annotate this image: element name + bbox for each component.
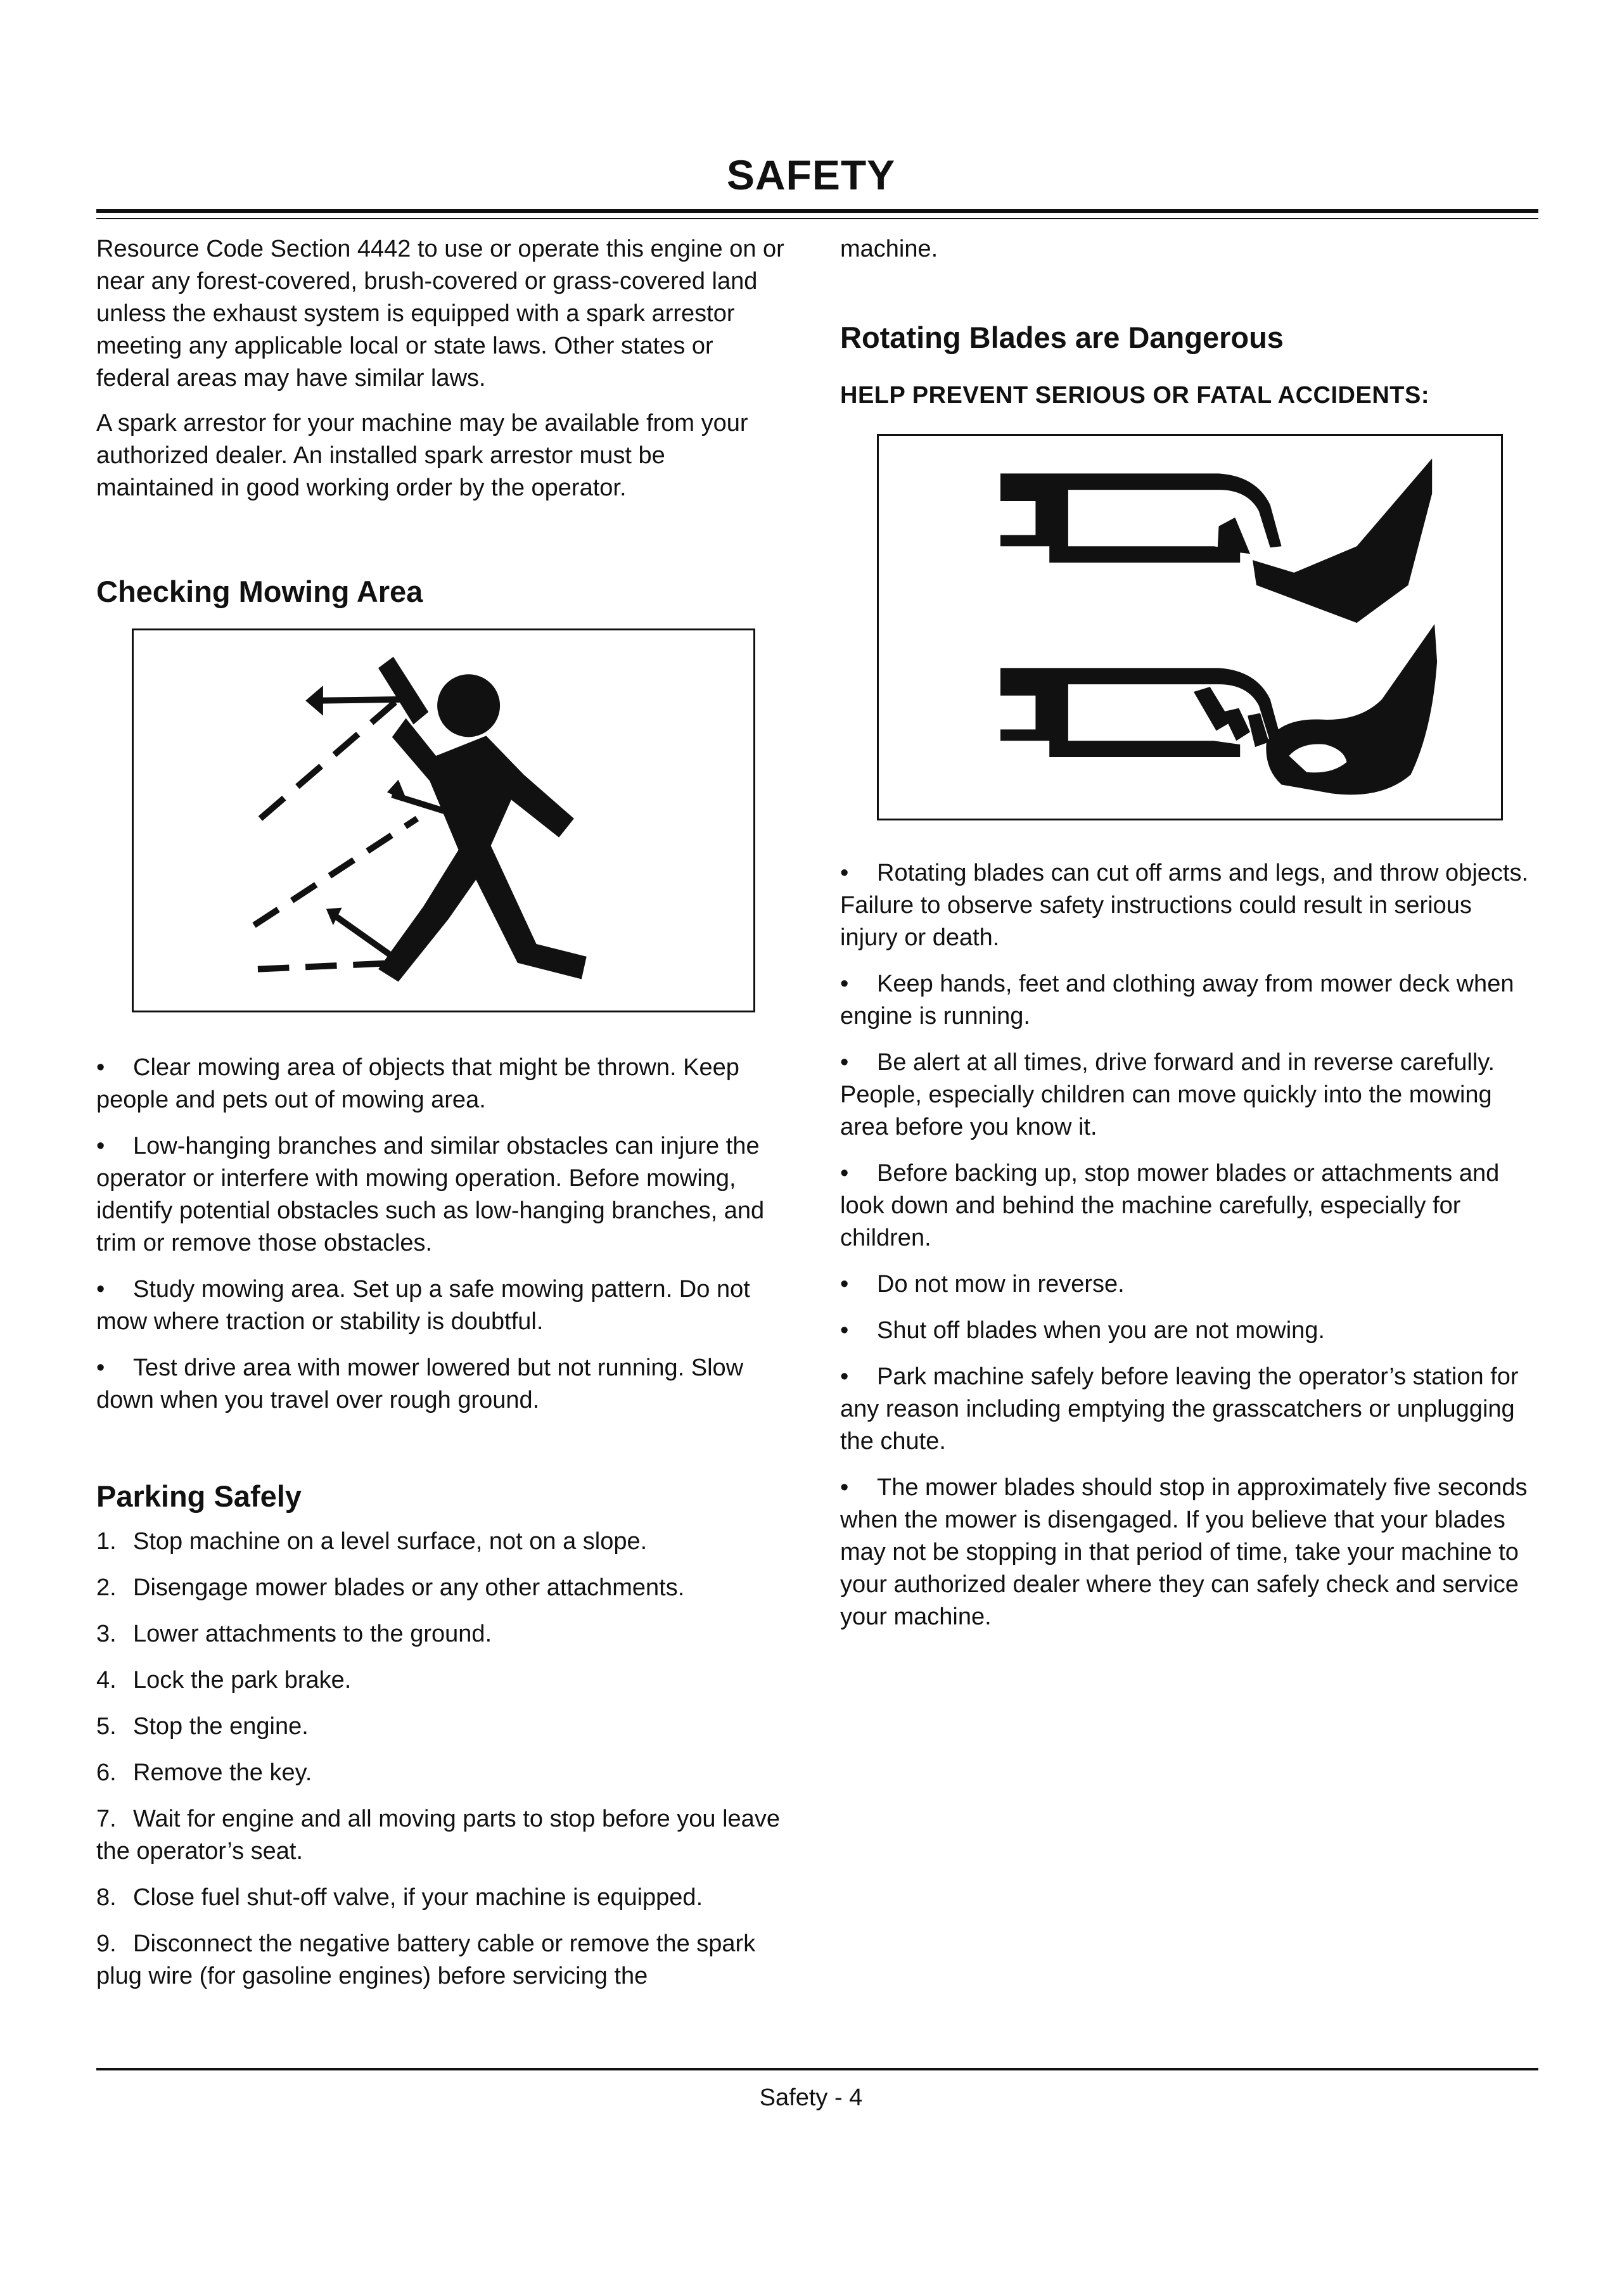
- list-item: 5. Stop the engine.: [96, 1713, 309, 1740]
- list-item: 7. Wait for engine and all moving parts to stop before you leave the operator’s seat.: [96, 1806, 780, 1865]
- page-footer: Safety - 4: [759, 2084, 863, 2111]
- list-item: • The mower blades should stop in approximately five seconds when the mower is disengaged. If you believe that your blades may not be stopping in that period of time, take your machine to your authorized dealer where they can safely check and service your machine.: [840, 1474, 1528, 1630]
- list-item: • Clear mowing area of objects that might be thrown. Keep people and pets out of mowing area.: [96, 1054, 739, 1113]
- list-item: 6. Remove the key.: [96, 1759, 312, 1786]
- list-item: • Study mowing area. Set up a safe mowing pattern. Do not mow where traction or stability is doubtful.: [96, 1276, 750, 1335]
- thrown-objects-warning-icon: [134, 630, 753, 1011]
- list-item: 2. Disengage mower blades or any other attachments.: [96, 1574, 685, 1601]
- left-column: [96, 233, 787, 2006]
- blade-hazard-figure: [877, 434, 1503, 820]
- footer-rule: [96, 2068, 1538, 2070]
- list-item: 1. Stop machine on a level surface, not on a slope.: [96, 1528, 648, 1555]
- rotating-blades-bullets: [840, 857, 1531, 1633]
- list-item: • Do not mow in reverse.: [840, 1271, 1125, 1298]
- header-rule-thick: [96, 209, 1538, 213]
- rotating-blade-hazard-icon: [879, 436, 1501, 819]
- section-heading-rotating-blades: Rotating Blades are Dangerous: [840, 321, 1284, 354]
- right-column: [840, 233, 1531, 1647]
- checking-mowing-area-bullets: [96, 1052, 787, 1417]
- section-heading-parking-safely: Parking Safely: [96, 1479, 302, 1513]
- section-subheading-warning: HELP PREVENT SERIOUS OR FATAL ACCIDENTS:: [840, 382, 1429, 409]
- list-item: • Test drive area with mower lowered but not running. Slow down when you travel over rough ground.: [96, 1355, 744, 1413]
- list-item: 9. Disconnect the negative battery cable or remove the spark plug wire (for gasoline engines) before servicing the: [96, 1930, 756, 1989]
- thrown-objects-figure: [132, 628, 755, 1012]
- list-item: • Be alert at all times, drive forward and in reverse carefully. People, especially children can move quickly into the mowing area before you know it.: [840, 1049, 1495, 1140]
- list-item: • Before backing up, stop mower blades or attachments and look down and behind the machine carefully, especially for children.: [840, 1160, 1500, 1251]
- list-item: • Shut off blades when you are not mowing.: [840, 1317, 1325, 1344]
- list-item: • Keep hands, feet and clothing away from mower deck when engine is running.: [840, 971, 1514, 1030]
- list-item: 4. Lock the park brake.: [96, 1667, 352, 1693]
- parking-steps-list: [96, 1526, 787, 1993]
- header-rule-thin: [96, 218, 1538, 219]
- intro-paragraph: A spark arrestor for your machine may be available from your authorized dealer. An installed spark arrestor must be maintained in good working order by the operator.: [96, 410, 748, 501]
- continuation-text: machine.: [840, 236, 938, 262]
- list-item: 3. Lower attachments to the ground.: [96, 1621, 492, 1647]
- list-item: • Rotating blades can cut off arms and legs, and throw objects. Failure to observe safety instructions could result in serious injury or death.: [840, 860, 1529, 951]
- section-heading-checking-mowing-area: Checking Mowing Area: [96, 575, 423, 608]
- list-item: • Park machine safely before leaving the operator’s station for any reason including emptying the grasscatchers or unplugging the chute.: [840, 1363, 1519, 1455]
- list-item: 8. Close fuel shut-off valve, if your machine is equipped.: [96, 1884, 703, 1911]
- intro-paragraph: Resource Code Section 4442 to use or operate this engine on or near any forest-covered, brush-covered or grass-covered land unless the exhaust system is equipped with a spark arrestor meeting any applicable local or state laws. Other states or federal areas may have similar laws.: [96, 236, 784, 392]
- page-title: SAFETY: [726, 151, 896, 198]
- list-item: • Low-hanging branches and similar obstacles can injure the operator or interfere with mowing operation. Before mowing, identify potential obstacles such as low-hanging branches, and trim or remove those obstacles.: [96, 1133, 765, 1256]
